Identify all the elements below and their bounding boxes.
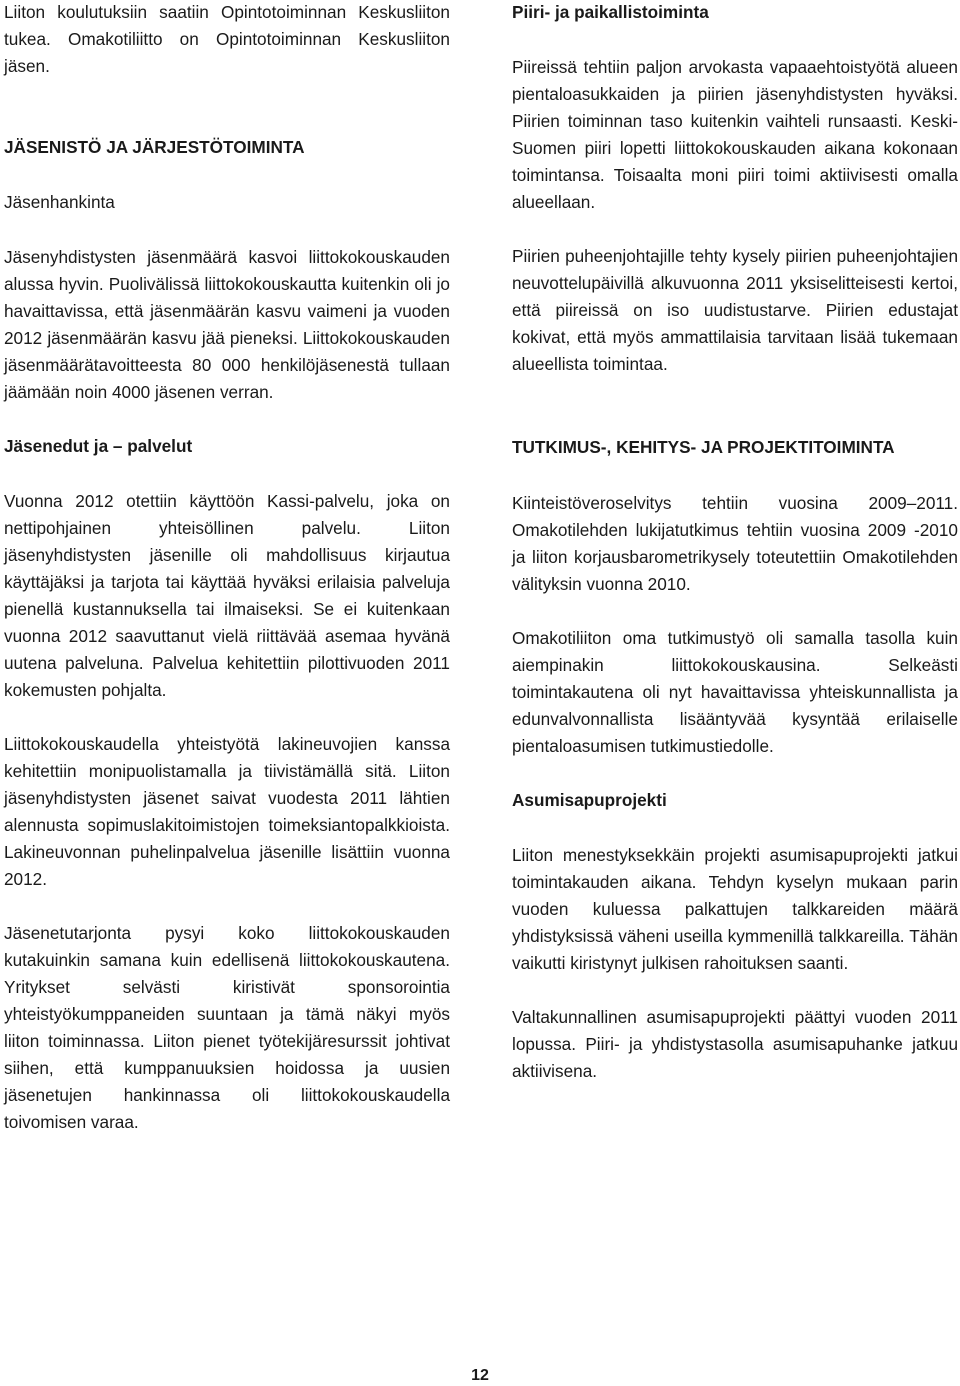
subheading-housing-project: Asumisapuprojekti [512,790,667,810]
section-heading-membership: JÄSENISTÖ JA JÄRJESTÖTOIMINTA [4,137,305,157]
housing-paragraph-1: Liiton menestyksekkäin projekti asumisapuprojekti jatkui toimintakauden aikana. Tehdyn kyselyn mukaan parin vuoden kuluessa palkattujen talkkareiden määrä yhdistyksissä väheni useilla kymmenillä talkkareilla. Tähän vaikutti kiristynyt julkisen rahoituksen saanti. [512,845,958,973]
right-column [512,0,958,1085]
benefits-paragraph-1: Vuonna 2012 otettiin käyttöön Kassi-palvelu, joka on nettipohjainen yhteisöllinen palvelu. Liiton jäsenyhdistysten jäsenille oli mahdollisuus kirjautua käyttäjäksi ja tarjota tai käyttää hyväksi erilaisia palveluja pienellä kustannuksella tai ilmaiseksi. Se ei kuitenkaan vuonna 2012 saavuttanut vielä riittävää asemaa hyvänä uutena palveluna. Palvelua kehitettiin pilottivuoden 2011 kokemusten pohjalta. [4,491,450,700]
subheading-membership-recruitment: Jäsenhankinta [4,192,115,212]
subheading-district-activities: Piiri- ja paikallistoiminta [512,2,709,22]
membership-paragraph: Jäsenyhdistysten jäsenmäärä kasvoi liittokokouskauden alussa hyvin. Puolivälissä liittokokouskautta kuitenkin oli jo havaittavissa, että jäsenmäärän kasvu vaimeni ja vuoden 2012 jäsenmäärän kasvu jää pieneksi. Liittokokouskauden jäsenmäärätavoitteesta 80 000 henkilöjäsenestä tullaan jäämään noin 4000 jäsenen verran. [4,247,450,402]
left-column [4,0,450,1136]
research-paragraph-2: Omakotiliiton oma tutkimustyö oli samalla tasolla kuin aiempinakin liittokokouskausina. Selkeästi toimintakautena oli nyt havaittavissa yhteiskunnallista ja edunvalvonnallista lisääntyvää kysyntää erilaiselle pientaloasumisen tutkimustiedolle. [512,628,958,756]
districts-paragraph-2: Piirien puheenjohtajille tehty kysely piirien puheenjohtajien neuvottelupäivillä alkuvuonna 2011 yksiselitteisesti kertoi, että piireissä on iso uudistustarve. Piirien edustajat kokivat, että myös ammattilaisia tarvitaan lisää tukemaan alueellista toimintaa. [512,246,958,374]
benefits-paragraph-2: Liittokokouskaudella yhteistyötä lakineuvojien kanssa kehitettiin monipuolistamalla ja tiivistämällä sitä. Liiton jäsenyhdistysten jäsenet saivat vuodesta 2011 lähtien alennusta sopimuslakitoimistojen toimeksiantopalkkioista. Lakineuvonnan puhelinpalvelua jäsenille lisättiin vuonna 2012. [4,734,450,889]
subheading-member-benefits: Jäsenedut ja – palvelut [4,436,193,456]
section-heading-research: TUTKIMUS-, KEHITYS- JA PROJEKTITOIMINTA [512,437,895,457]
benefits-paragraph-3: Jäsenetutarjonta pysyi koko liittokokouskauden kutakuinkin samana kuin edellisenä liittokokouskautena. Yritykset selvästi kiristivät sponsorointia yhteistyökumppaneiden suuntaan ja tämä näkyi myös liiton toiminnassa. Liiton pienet työtekijäresurssit johtivat siihen, että kumppanuuksien hoidossa ja uusien jäsenetujen hankinnassa oli liittokokouskaudella toivomisen varaa. [4,923,450,1132]
housing-paragraph-2: Valtakunnallinen asumisapuprojekti päättyi vuoden 2011 lopussa. Piiri- ja yhdistystasolla asumisapuhanke jatkuu aktiivisena. [512,1007,958,1081]
intro-paragraph: Liiton koulutuksiin saatiin Opintotoiminnan Keskusliiton tukea. Omakotiliitto on Opintotoiminnan Keskusliiton jäsen. [4,2,450,76]
page-number: 12 [471,1367,489,1384]
districts-paragraph-1: Piireissä tehtiin paljon arvokasta vapaaehtoistyötä alueen pientaloasukkaiden ja piirien jäsenyhdistysten hyväksi. Piirien toiminnan taso kuitenkin vaihteli runsaasti. Keski-Suomen piiri lopetti liittokokouskauden aikana kokonaan toimintansa. Toisaalta moni piiri toimi aktiivisesti omalla alueellaan. [512,57,958,212]
research-paragraph-1: Kiinteistöveroselvitys tehtiin vuosina 2009–2011. Omakotilehden lukijatutkimus tehtiin vuosina 2009 -2010 ja liiton korjausbarometrikysely toteutettiin Omakotilehden välityksin vuonna 2010. [512,493,958,594]
